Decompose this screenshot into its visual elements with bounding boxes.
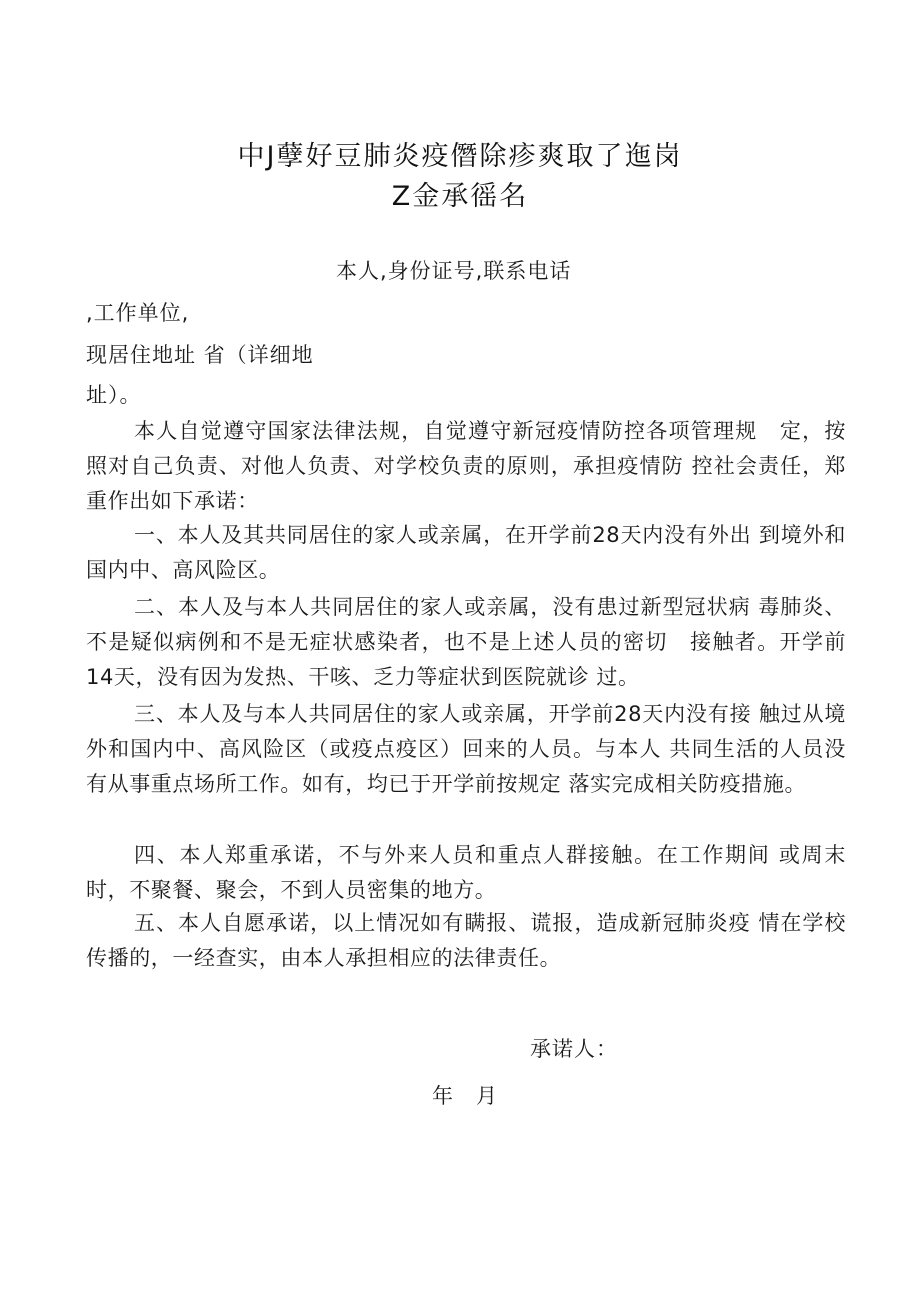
- personal-info-line-2: ,工作单位,: [86, 301, 190, 325]
- personal-info-line-1: 本人,身份证号,联系电话: [336, 259, 572, 283]
- paragraph-commitment-5: 五、本人自愿承诺，以上情况如有瞒报、谎报，造成新冠肺炎疫 情在学校传播的，一经查实，由本人承担相应的法律责任。: [86, 911, 846, 970]
- signer-label: 承诺人：: [530, 1037, 618, 1061]
- paragraph-intro: 本人自觉遵守国家法律法规，自觉遵守新冠疫情防控各项管理规 定，按照对自己负责、对他人负责、对学校负责的原则，承担疫情防 控社会责任，郑重作出如下承诺：: [86, 419, 846, 513]
- date-label: 年 月: [432, 1084, 498, 1108]
- personal-info-line-3: 现居住地址 省（详细地: [86, 343, 314, 367]
- personal-info-line-4: 址）。: [86, 383, 142, 407]
- document-title-line-2: Z金承徭名: [391, 181, 529, 212]
- paragraph-commitment-3: 三、本人及与本人共同居住的家人或亲属，开学前28天内没有接 触过从境外和国内中、高风险区（或疫点疫区）回来的人员。与本人 共同生活的人员没有从事重点场所工作。如有，均已于开学前按规定 落实完成相关防疫措施。: [86, 702, 846, 796]
- paragraph-commitment-2: 二、本人及与本人共同居住的家人或亲属，没有患过新型冠状病 毒肺炎、不是疑似病例和不是无症状感染者，也不是上述人员的密切 接触者。开学前14天，没有因为发热、干咳、乏力等症状到医院就诊 过。: [86, 595, 846, 689]
- document-title-line-1: 中J孽好豆肺炎疫僭除疹爽取了迤岗: [237, 141, 683, 172]
- paragraph-commitment-1: 一、本人及其共同居住的家人或亲属，在开学前28天内没有外出 到境外和国内中、高风险区。: [86, 523, 846, 582]
- paragraph-commitment-4: 四、本人郑重承诺，不与外来人员和重点人群接触。在工作期间 或周末时，不聚餐、聚会，不到人员密集的地方。: [86, 843, 846, 902]
